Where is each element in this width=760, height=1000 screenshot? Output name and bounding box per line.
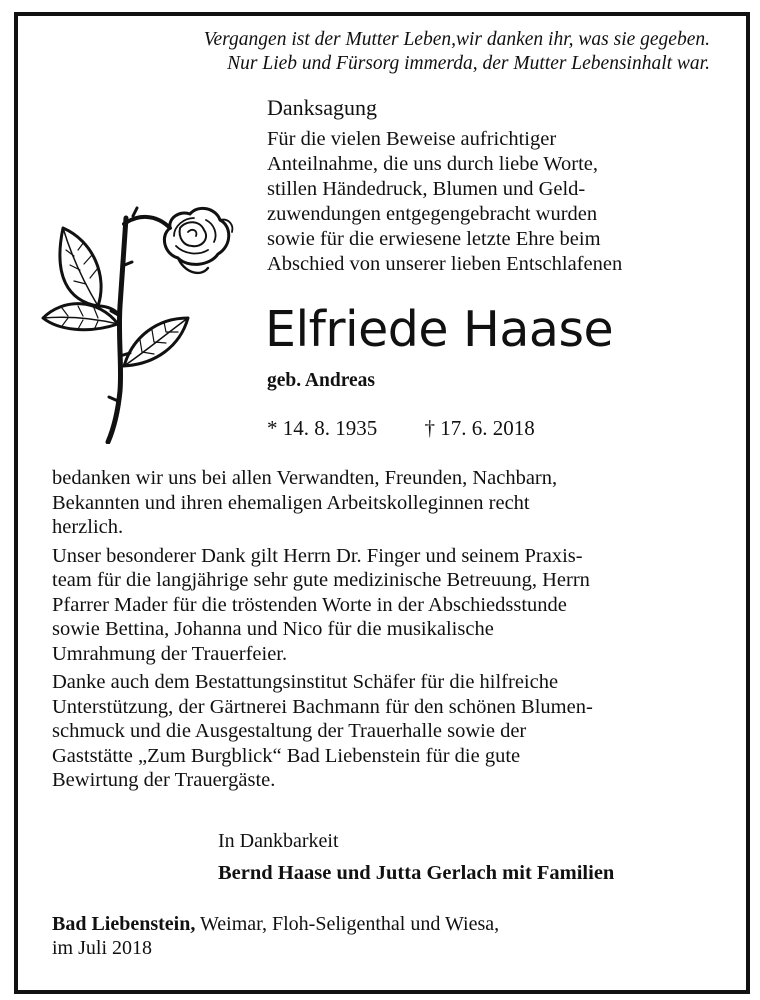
body-line: schmuck und die Ausgestaltung der Trauerhalle sowie der — [52, 720, 527, 742]
life-dates — [267, 416, 535, 441]
paragraph-2 — [52, 544, 732, 667]
body-line: bedanken wir uns bei allen Verwandten, Freunden, Nachbarn, — [52, 467, 558, 489]
intro-line: zuwendungen entgegengebracht wurden — [267, 203, 598, 225]
intro-text — [267, 127, 737, 277]
birth-date: * 14. 8. 1935 — [267, 416, 378, 440]
place-rest: Weimar, Floh-Seligenthal und Wiesa, — [195, 913, 500, 935]
intro-line: stillen Händedruck, Blumen und Geld- — [267, 178, 586, 200]
body-line: sowie Bettina, Johanna und Nico für die musikalische — [52, 618, 494, 640]
deceased-name: Elfriede Haase — [265, 301, 614, 358]
place-main: Bad Liebenstein, — [52, 913, 196, 935]
body-line: team für die langjährige sehr gute medizinische Betreuung, Herrn — [52, 569, 590, 591]
body-line: Unser besonderer Dank gilt Herrn Dr. Finger und seinem Praxis- — [52, 544, 583, 567]
thanks-body — [52, 466, 732, 797]
death-date: † 17. 6. 2018 — [424, 416, 535, 440]
thanks-intro — [267, 95, 737, 277]
body-line: herzlich. — [52, 516, 124, 538]
signers: Bernd Haase und Jutta Gerlach mit Familien — [218, 862, 615, 884]
notice-date: im Juli 2018 — [52, 937, 153, 959]
body-line: Pfarrer Mader für die tröstenden Worte in der Abschiedsstunde — [52, 593, 567, 616]
place-line — [52, 912, 499, 936]
body-line: Bekannten und ihren ehemaligen Arbeitskolleginnen recht — [52, 491, 530, 514]
intro-line: Abschied von unserer lieben Entschlafenen — [267, 253, 623, 275]
intro-line: sowie für die erwiesene letzte Ehre beim — [267, 228, 601, 250]
closing-phrase: In Dankbarkeit — [218, 830, 339, 852]
paragraph-3 — [52, 670, 732, 793]
body-line: Gaststätte „Zum Burgblick“ Bad Liebenstein für die gute — [52, 744, 521, 767]
place-and-date — [52, 912, 499, 960]
motto-line-2: Nur Lieb und Fürsorg immerda, der Mutter Lebensinhalt war. — [227, 53, 710, 74]
closing — [218, 830, 614, 885]
intro-line: Anteilnahme, die uns durch liebe Worte, — [267, 153, 599, 175]
rose-icon — [38, 206, 250, 444]
body-line: Bewirtung der Trauergäste. — [52, 769, 276, 791]
intro-line: Für die vielen Beweise aufrichtiger — [267, 128, 557, 150]
motto-line-1: Vergangen ist der Mutter Leben,wir danken ihr, was sie gegeben. — [203, 29, 710, 50]
maiden-name: geb. Andreas — [267, 370, 375, 391]
body-line: Danke auch dem Bestattungsinstitut Schäfer für die hilfreiche — [52, 671, 559, 693]
paragraph-1 — [52, 466, 732, 540]
body-line: Unterstützung, der Gärtnerei Bachmann für den schönen Blumen- — [52, 695, 593, 718]
body-line: Umrahmung der Trauerfeier. — [52, 642, 288, 665]
motto — [70, 28, 710, 76]
heading: Danksagung — [267, 95, 377, 120]
